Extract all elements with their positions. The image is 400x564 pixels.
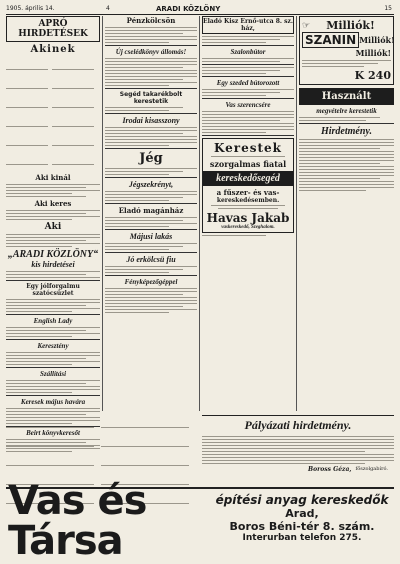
ad-heading: Egy jólforgalmu szatócsüzlet [26, 283, 80, 297]
company-details [210, 493, 394, 549]
ad-heading: Jégszekrényt, [128, 180, 174, 189]
milliok-row [302, 19, 391, 32]
bottom-display-ad [6, 478, 394, 564]
signature-name: Boross Géza, [308, 466, 352, 473]
banner-box [202, 16, 294, 34]
ad-text [105, 27, 197, 43]
header-page-number: 4 [106, 5, 110, 12]
price-text: K 240 [354, 69, 391, 82]
masthead: „ARADI KÖZLÖNY“ [7, 249, 99, 260]
banner-heading: Eladó Kisz Ernő-utca 8. sz. ház, [203, 18, 293, 32]
ad-text [202, 111, 294, 133]
ad-text [105, 288, 197, 313]
notice-text [299, 139, 394, 191]
ad-heading: Fényképezőgéppel [124, 278, 178, 286]
ad-text [202, 36, 294, 43]
display-ad-box [299, 16, 394, 85]
ad-text [299, 117, 394, 121]
ad-heading: Irodai kisasszony [122, 116, 180, 125]
display-ad-line: kereskedésemben. [216, 197, 280, 204]
ad-text [105, 127, 197, 146]
notice-heading: Hirdetmény. [320, 126, 372, 137]
display-ad-name: Havas Jakab [206, 211, 290, 225]
column-1 [6, 16, 100, 437]
ad-heading: Májusi lakás [129, 232, 173, 241]
tender-notice [202, 415, 394, 484]
display-ad-banner [203, 171, 293, 186]
pointing-hand-icon: ☞ [302, 20, 311, 31]
ad-text [302, 60, 391, 67]
ad-text [6, 380, 100, 393]
brand-name: SZANIN [302, 32, 359, 48]
text-block [6, 210, 100, 220]
szanin-row [302, 32, 395, 48]
ad-heading: Szalonbútor [230, 48, 266, 56]
text-block [6, 184, 100, 197]
display-ad-heading: megvételre kerestetik [316, 107, 377, 115]
display-ad-banner [299, 88, 394, 105]
ad-heading: Jég [139, 151, 163, 166]
company-trade: építési anyag kereskedők [215, 493, 389, 507]
notice-text [202, 436, 394, 464]
ad-text [202, 58, 294, 62]
ad-text [105, 243, 197, 250]
ad-text [202, 235, 294, 236]
ad-heading: Egy szeded bútorozott [216, 79, 280, 87]
display-ad-banner-text: kereskedősegéd [216, 173, 280, 184]
text-block [6, 234, 100, 247]
masthead-subtitle: kis hirdetései [31, 260, 75, 269]
ad-text [6, 352, 100, 365]
column-rule [102, 16, 103, 411]
ad-text [205, 205, 291, 209]
ad-text [202, 89, 294, 96]
header-page-number-right: 15 [384, 5, 392, 12]
ad-text [105, 107, 197, 111]
ad-heading: Segéd takarékbolt kerestetik [119, 91, 183, 105]
company-phone: Interurban telefon 275. [242, 533, 362, 543]
text-block [6, 57, 100, 171]
company-address: Boros Béni-tér 8. szám. [229, 520, 375, 533]
ad-heading: Jó erkölcsü fiu [126, 255, 176, 264]
company-name-block [8, 478, 198, 564]
display-ad-line: a fűszer- és vas- [216, 188, 280, 197]
ad-text [6, 327, 100, 337]
ad-heading: Beirt könyvkeresőt [26, 429, 80, 437]
display-ad-line: Milliók! [359, 35, 395, 45]
column-continuation [6, 415, 197, 483]
text-block [6, 271, 100, 278]
classifieds-title: APRÓ HIRDETÉSEK [18, 19, 88, 39]
ad-heading: Vas szerencsére [225, 101, 271, 109]
section-heading: Akinek [30, 44, 76, 55]
company-city: Arad, [285, 507, 319, 520]
column-3 [202, 16, 294, 411]
ad-text [205, 156, 291, 157]
section-heading: Aki [44, 222, 62, 232]
ad-text [105, 266, 197, 273]
ad-heading: Pénzkölcsön [126, 16, 176, 25]
section-heading: Aki kinál [35, 173, 71, 182]
ad-heading: Új cselédkönyv állomás! [115, 48, 187, 56]
header-date: 1905. április 14. [6, 5, 55, 12]
display-ad-name-sub: vaskereskedő, Szeghalom. [221, 225, 275, 230]
company-name: Vas és Társa [8, 478, 147, 564]
ad-heading: Szállítási [39, 370, 67, 378]
classified-box [6, 16, 100, 42]
display-ad-line: Milliók! [355, 48, 391, 58]
column-rule [199, 16, 200, 411]
display-ad-heading: Kerestek [213, 141, 282, 155]
notice-signature [202, 466, 394, 473]
display-ad-box [202, 138, 294, 233]
section-heading: Aki keres [34, 199, 72, 208]
signature-title: főszolgabíró. [355, 466, 388, 472]
ad-text [6, 299, 100, 312]
display-ad-line: szorgalmas fiatal [209, 159, 287, 169]
display-ad-heading: Milliók! [326, 19, 375, 32]
ad-heading: Eladó magánház [118, 206, 184, 215]
ad-heading: Keresek május havára [20, 398, 86, 406]
ad-text [105, 217, 197, 227]
display-ad-heading: Használt [321, 91, 372, 102]
ad-text [105, 191, 197, 201]
notice-title: Pályázati hirdetmény. [244, 418, 352, 432]
ad-text [105, 58, 197, 86]
ad-text [202, 67, 294, 74]
column-2 [105, 16, 197, 411]
ad-text [105, 168, 197, 175]
ad-heading: English Lady [33, 317, 73, 325]
header-paper-name: ARADI KÖZLÖNY [156, 5, 221, 13]
running-header [6, 3, 394, 15]
column-4 [299, 16, 394, 411]
column-rule [296, 16, 297, 411]
newspaper-page [6, 3, 395, 564]
ad-heading: Keresztény [37, 342, 69, 350]
